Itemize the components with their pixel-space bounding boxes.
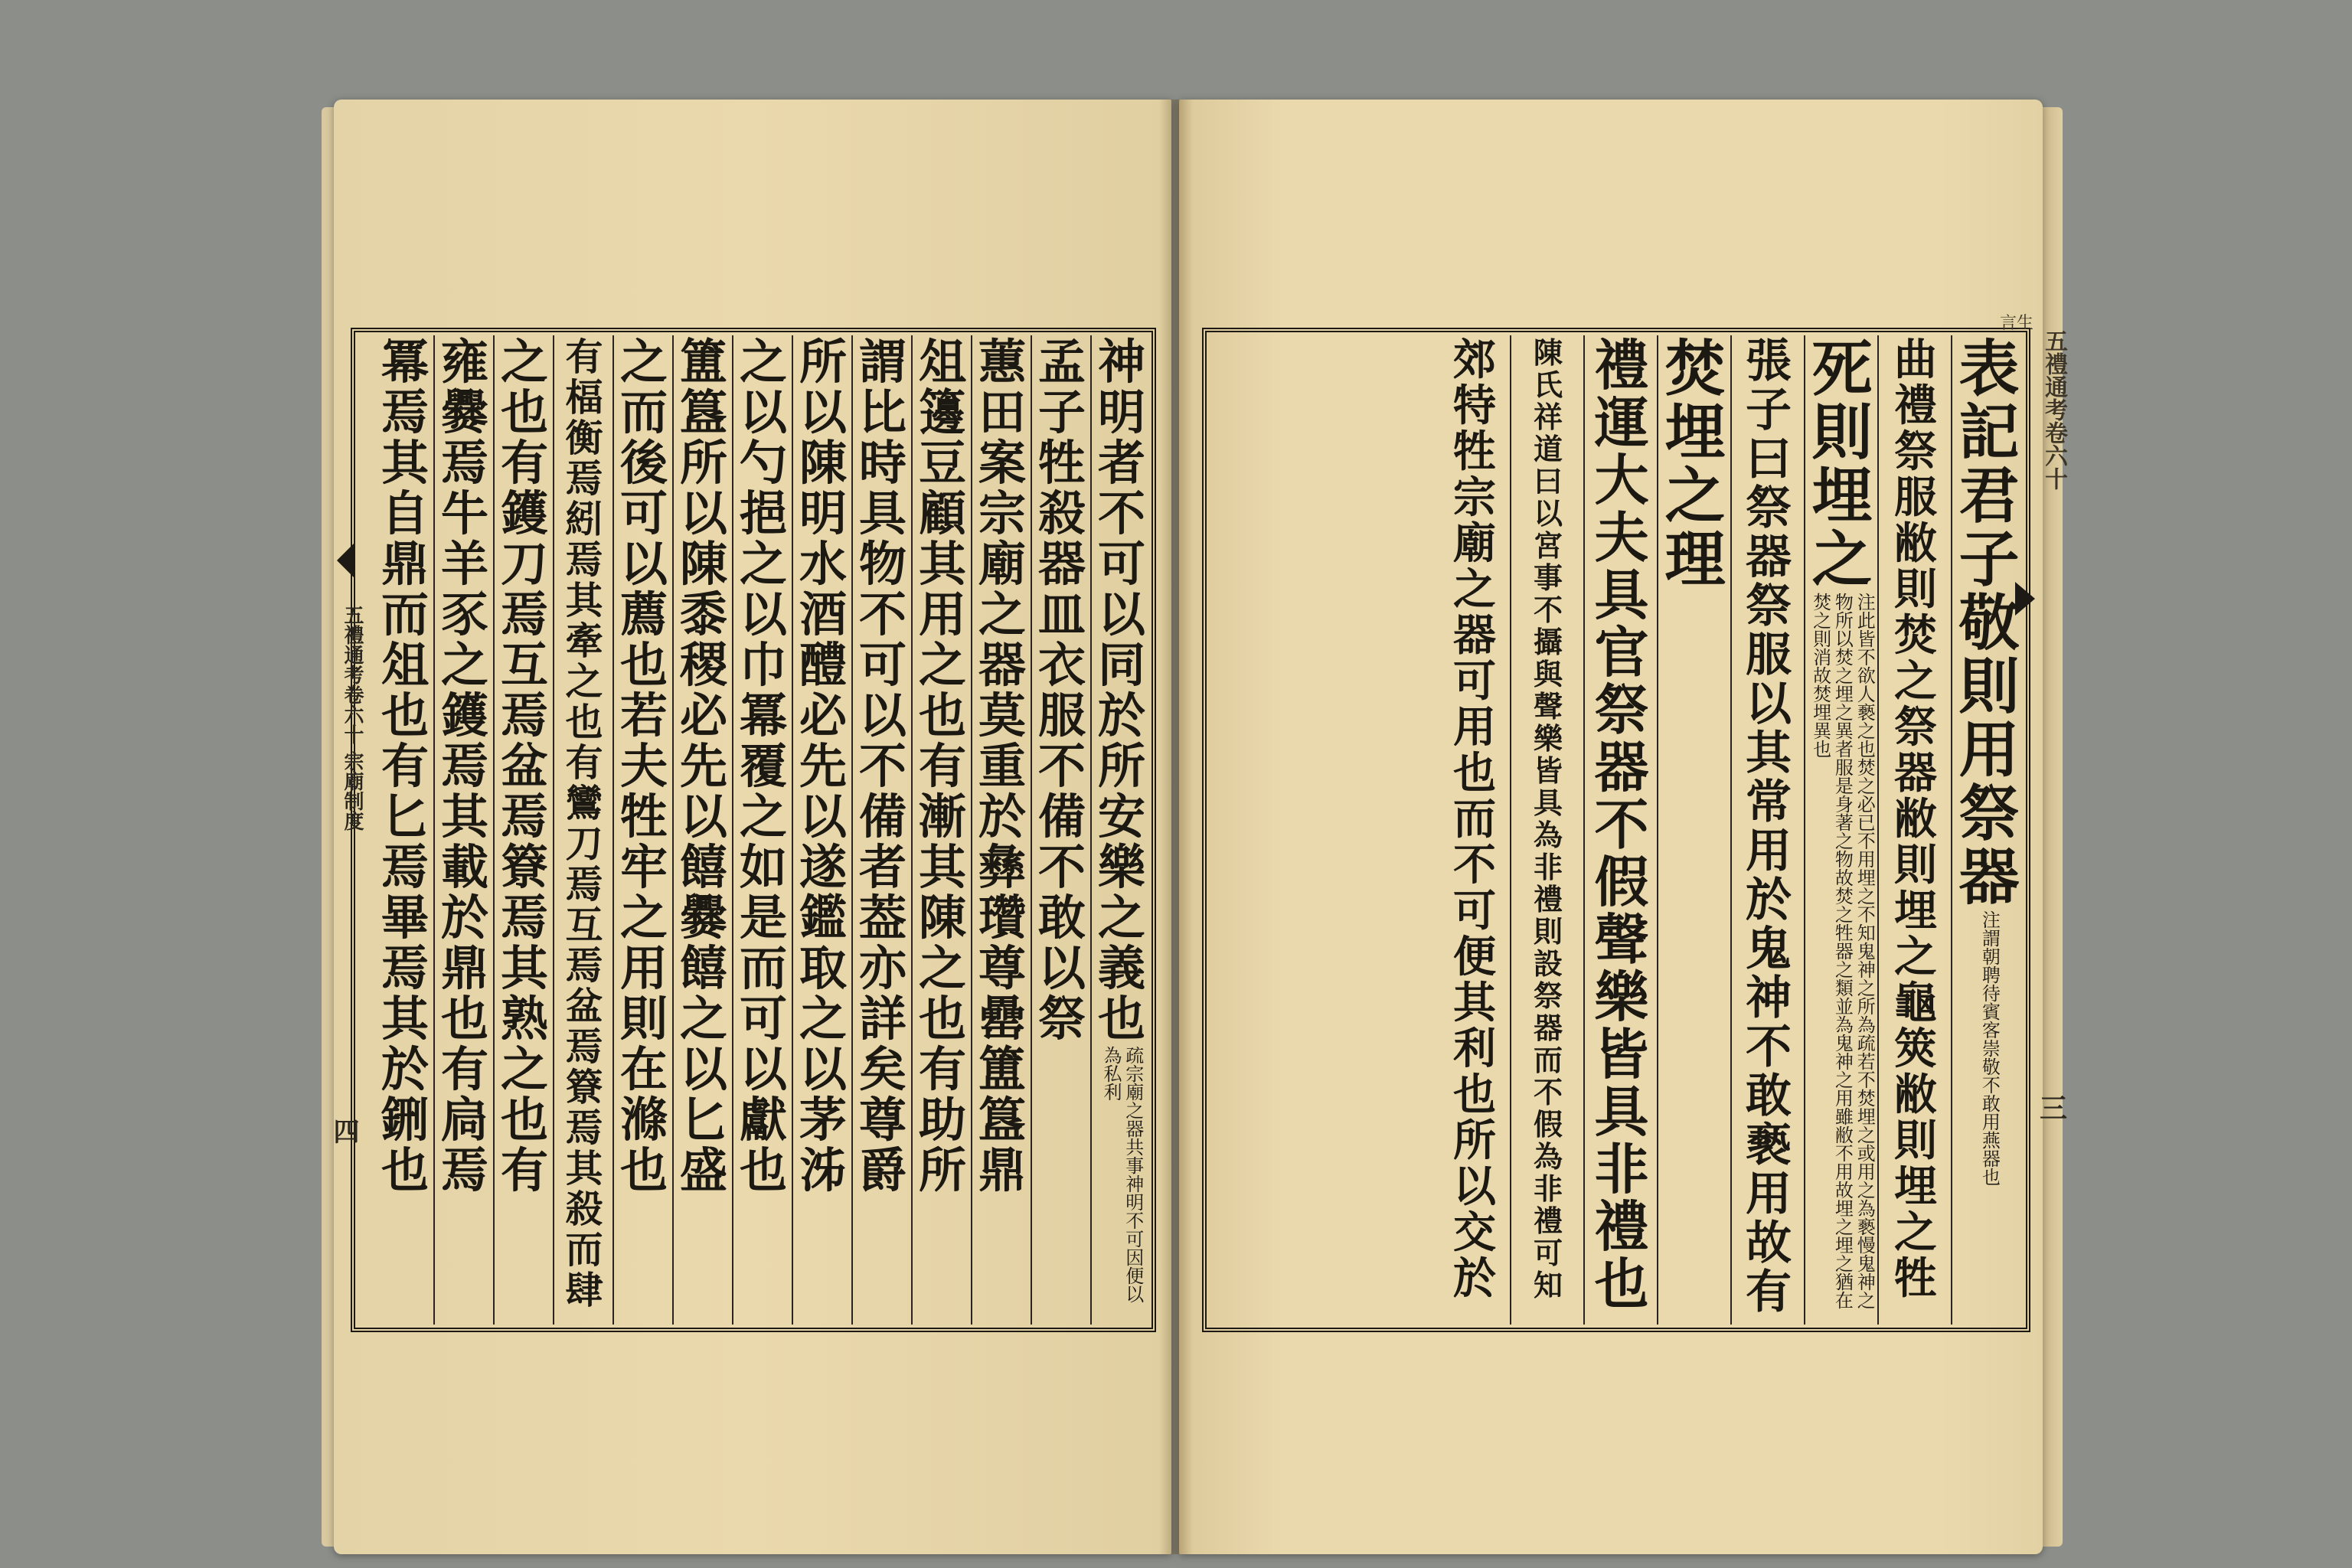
column-rule [732, 335, 733, 1325]
text-column: 焚 埋 之 理 [1664, 333, 1726, 595]
right-text-frame [1202, 328, 2030, 1332]
column-rule [792, 335, 793, 1325]
text-column: 陳 氏 祥 道 曰 以 宮 事 不 攝 與 聲 樂 皆 具 為 非 禮 則 設 祭 器 而 不 假 為 非 禮 可 知 [1533, 335, 1563, 1302]
column-rule [612, 335, 614, 1325]
commentary-note: 注謂朝聘待賓客崇敬不敢用燕器也 [1978, 910, 2001, 1186]
text-column: 簠 簋 所 以 陳 黍 稷 必 先 以 饎 爨 饎 之 以 匕 盛 [679, 334, 727, 1198]
right-page-number: 三 [2040, 1093, 2068, 1125]
column-rule [971, 335, 972, 1325]
column-rule [493, 335, 495, 1325]
column-rule [1657, 335, 1658, 1325]
text-column: 之 以 勺 挹 之 以 巾 冪 覆 之 如 是 而 可 以 獻 也 [739, 334, 787, 1198]
text-column: 謂 比 時 具 物 不 可 以 不 備 者 葢 亦 詳 矣 尊 爵 [858, 334, 906, 1198]
text-column: 禮 運 大 夫 具 官 祭 器 不 假 聲 樂 皆 具 非 禮 也 [1594, 333, 1649, 1316]
right-top-mark: 言生 [2000, 314, 2034, 333]
column-rule [1510, 335, 1511, 1325]
text-column: 死 則 埋 之 注此皆不欲人褻之也焚之必已不用埋之不知鬼神之所為疏若不焚埋之或用之為褻慢鬼神之物所以焚之埋之異者服是身著之物故焚之牲器之類並為鬼神之用雖敝不用故埋之埋之猶在焚之則消故焚埋異也 [1809, 333, 1876, 1309]
text-column: 俎 籩 豆 顧 其 用 之 也 有 漸 其 陳 之 也 有 助 所 [918, 334, 966, 1198]
text-column: 張 子 曰 祭 器 祭 服 以 其 常 用 於 鬼 神 不 敢 褻 用 故 有 [1746, 335, 1792, 1319]
left-text-frame [351, 328, 1156, 1332]
column-rule [1877, 335, 1879, 1325]
text-column: 神 明 者 不 可 以 同 於 所 安 樂 之 義 也 疏宗廟之器共事神明不可因便以為私利 [1095, 338, 1148, 1321]
left-margin-title: 五禮通考卷六十 宗廟制度 [341, 605, 364, 831]
commentary-note: 疏宗廟之器共事神明不可因便以為私利 [1100, 1046, 1144, 1303]
fishtail-mark-left [337, 544, 354, 577]
text-column: 有 楅 衡 焉 紖 焉 其 牽 之 也 有 鸞 刀 焉 互 焉 盆 焉 簝 焉 其 殺 而 肆 [565, 335, 603, 1312]
column-rule [1583, 335, 1585, 1325]
column-rule [911, 335, 913, 1325]
text-column: 蕙 田 案 宗 廟 之 器 莫 重 於 彝 瓚 尊 罍 簠 簋 鼎 [978, 334, 1026, 1198]
column-rule [851, 335, 853, 1325]
fishtail-mark-right [2015, 582, 2035, 616]
text-column: 孟 子 牲 殺 器 皿 衣 服 不 備 不 敢 以 祭 [1037, 334, 1086, 1047]
text-column: 表 記 君 子 敬 則 用 祭 器 注謂朝聘待賓客崇敬不敢用燕器也 [1955, 338, 2023, 1321]
commentary-note: 注此皆不欲人褻之也焚之必已不用埋之不知鬼神之所為疏若不焚埋之或用之為褻慢鬼神之物所以焚之埋之異者服是身著之物故焚之牲器之類並為鬼神之用雖敝不用故埋之埋之猶在焚之則消故焚埋異也 [1809, 593, 1876, 1309]
text-column: 所 以 陳 明 水 酒 醴 必 先 以 遂 鑑 取 之 以 茅 泲 [799, 334, 847, 1198]
column-rule [672, 335, 674, 1325]
column-rule [1951, 335, 1952, 1325]
column-rule [1090, 335, 1092, 1325]
left-page-number: 四 [328, 1118, 359, 1144]
column-rule [1730, 335, 1732, 1325]
text-column: 之 而 後 可 以 薦 也 若 夫 牲 牢 之 用 則 在 滌 也 [619, 334, 668, 1198]
right-margin-title: 五禮通考卷六十 [2040, 329, 2067, 490]
text-column: 曲 禮 祭 服 敝 則 焚 之 祭 器 敝 則 埋 之 龜 筴 敝 則 埋 之 牲 [1894, 335, 1937, 1304]
text-column: 之 也 有 鑊 刀 焉 互 焉 盆 焉 簝 焉 其 熟 之 也 有 [500, 334, 548, 1198]
column-rule [553, 335, 554, 1325]
text-column: 冪 焉 其 自 鼎 而 俎 也 有 匕 焉 畢 焉 其 於 鉶 也 [381, 334, 429, 1198]
text-column: 雍 爨 焉 牛 羊 豕 之 鑊 焉 其 載 於 鼎 也 有 扃 焉 [440, 334, 488, 1198]
column-rule [1031, 335, 1032, 1325]
column-rule [1804, 335, 1805, 1325]
column-rule [433, 335, 435, 1325]
book-gutter [1159, 100, 1193, 1554]
text-column: 郊 特 牲 宗 廟 之 器 可 用 也 而 不 可 便 其 利 也 所 以 交 於 [1453, 335, 1496, 1304]
